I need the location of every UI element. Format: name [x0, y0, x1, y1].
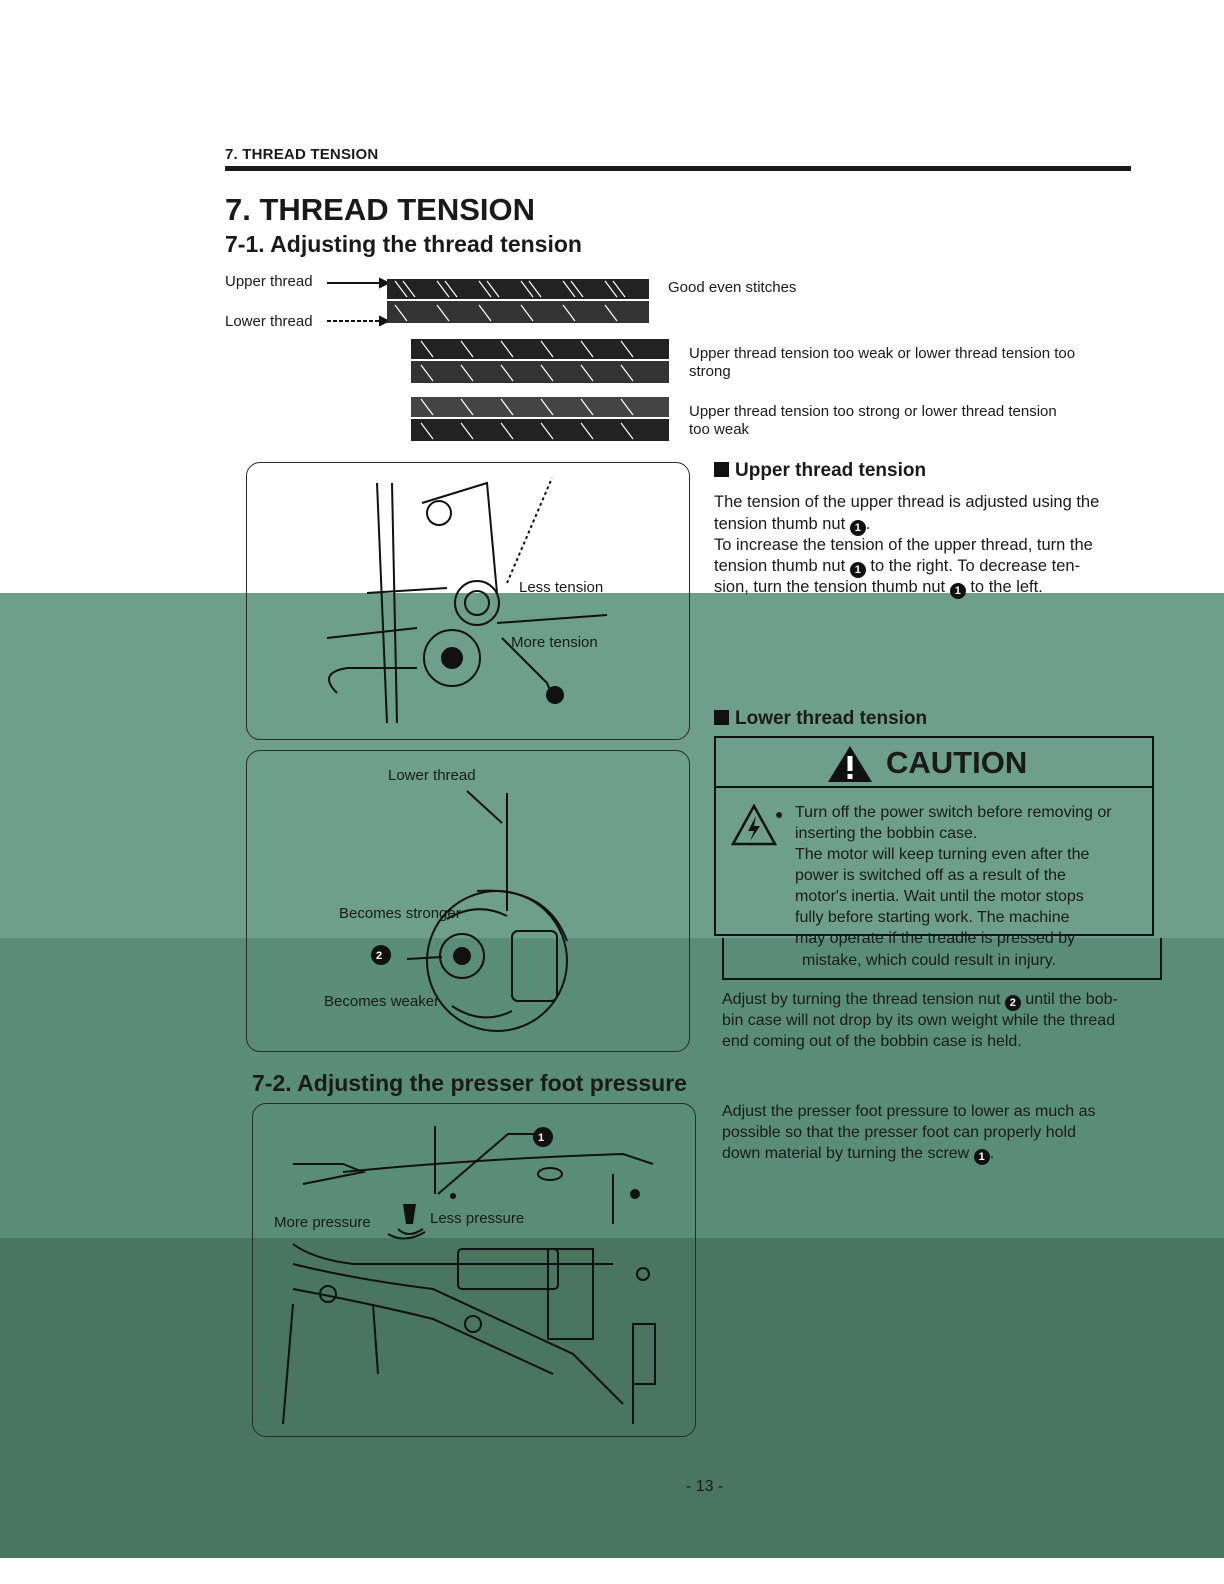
stitch-strong-label-line1: Upper thread tension too strong or lower thread tension: [689, 403, 1057, 420]
upper-para-line2: tension thumb nut 1 .: [714, 515, 871, 534]
caution-line6: fully before starting work. The machine: [795, 909, 1070, 926]
caution-line8: mistake, which could result in injury.: [802, 952, 1057, 969]
page-title: 7. THREAD TENSION: [225, 192, 536, 227]
fig-more-pressure-label: More pressure: [274, 1214, 371, 1231]
figure-lower-tension: [246, 750, 690, 1052]
callout-1-icon: 1: [850, 520, 866, 536]
label-upper-thread: Upper thread: [225, 273, 313, 290]
caution-line3: The motor will keep turning even after the: [795, 846, 1090, 863]
electric-hazard-icon: [731, 804, 777, 846]
callout-1-icon: 1: [974, 1149, 990, 1165]
label-lower-thread: Lower thread: [225, 313, 313, 330]
callout-1-icon: 1: [950, 583, 966, 599]
callout-2-icon: 2: [1005, 995, 1021, 1011]
callout-2-icon: 2: [376, 950, 383, 962]
stitch-row-weak-upper: [411, 339, 669, 383]
presser-para-line2: possible so that the presser foot can properly hold: [722, 1124, 1076, 1141]
fig-becomes-weaker-label: Becomes weaker: [324, 993, 440, 1010]
fig-more-tension-label: More tension: [511, 634, 598, 651]
lower-tension-heading: Lower thread tension: [714, 708, 927, 730]
fig-becomes-stronger-label: Becomes stronger: [339, 905, 461, 922]
header-rule: [225, 166, 1131, 171]
stitch-good-label: Good even stitches: [668, 279, 797, 296]
figure-upper-tension: [246, 462, 690, 740]
bobbin-case-drawing: [247, 751, 689, 1051]
caution-line4: power is switched off as a result of the: [795, 867, 1066, 884]
upper-para-line3: To increase the tension of the upper thread, turn the: [714, 536, 1093, 554]
stitch-weak-label-line1: Upper thread tension too weak or lower thread tension too: [689, 345, 1076, 362]
stitch-row-strong-upper: [411, 397, 669, 441]
stitch-strong-label-line2: too weak: [689, 421, 750, 438]
adjust-line3: end coming out of the bobbin case is held.: [722, 1033, 1022, 1050]
page-number: - 13 -: [686, 1478, 724, 1495]
presser-para-line3: down material by turning the screw 1 .: [722, 1145, 995, 1163]
section-title-7-2: 7-2. Adjusting the presser foot pressure: [252, 1070, 687, 1096]
upper-tension-heading: Upper thread tension: [714, 460, 926, 482]
presser-foot-drawing: [253, 1104, 695, 1436]
caution-title: CAUTION: [886, 745, 1028, 780]
bullet-square-icon: [714, 462, 729, 477]
warning-triangle-icon: [826, 744, 874, 784]
stitch-weak-label-line2: strong: [689, 363, 731, 380]
caution-line2: inserting the bobbin case.: [795, 825, 978, 842]
running-header: 7. THREAD TENSION: [225, 146, 379, 163]
stitch-row-good: [387, 279, 649, 323]
adjust-line1: Adjust by turning the thread tension nut 2 until the bob-: [722, 991, 1118, 1009]
bullet-square-icon: [714, 710, 729, 725]
fig-less-tension-label: Less tension: [519, 579, 604, 596]
caution-bullet: ●: [775, 806, 784, 822]
stitch-diagram: [325, 275, 675, 445]
callout-1-icon: 1: [538, 1132, 545, 1144]
fig-lower-thread-label: Lower thread: [388, 767, 476, 784]
upper-tension-drawing: [247, 463, 689, 739]
adjust-line2: bin case will not drop by its own weight while the thread: [722, 1012, 1116, 1029]
caution-line5: motor's inertia. Wait until the motor stops: [795, 888, 1084, 905]
caution-line1: Turn off the power switch before removing or: [795, 804, 1112, 821]
presser-para-line1: Adjust the presser foot pressure to lower as much as: [722, 1103, 1096, 1120]
figure-presser-foot: [252, 1103, 696, 1437]
upper-para-line4: tension thumb nut 1 to the right. To decrease ten-: [714, 557, 1081, 576]
upper-para-line1: The tension of the upper thread is adjusted using the: [714, 493, 1100, 511]
section-title-7-1: 7-1. Adjusting the thread tension: [225, 231, 582, 257]
callout-1-icon: 1: [850, 562, 866, 578]
fig-less-pressure-label: Less pressure: [430, 1210, 525, 1227]
upper-para-line5: sion, turn the tension thumb nut 1 to the left.: [714, 578, 1043, 597]
caution-line7: may operate if the treadle is pressed by: [795, 930, 1076, 947]
